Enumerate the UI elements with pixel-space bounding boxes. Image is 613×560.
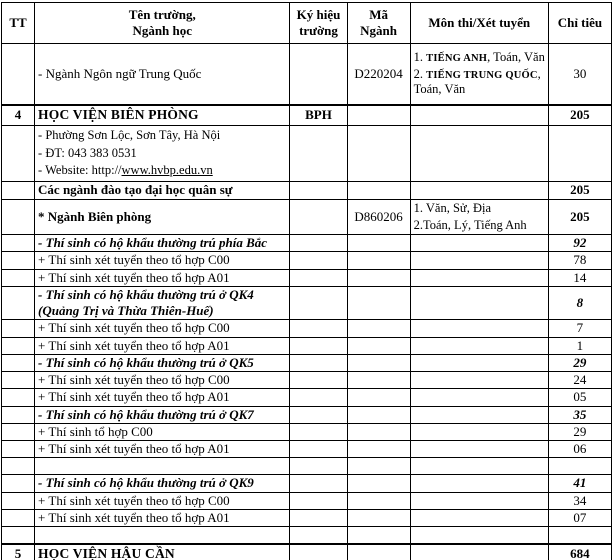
subjects-line: 2. TIẾNG TRUNG QUỐC, Toán, Văn <box>413 66 541 97</box>
quota-value: 41 <box>548 475 611 492</box>
row-tt <box>2 423 35 440</box>
quota-value: 34 <box>548 492 611 509</box>
subjects-cell <box>410 126 548 182</box>
combo-name: + Thí sinh xét tuyển theo tổ hợp C00 <box>35 320 290 337</box>
subjects-cell <box>410 320 548 337</box>
quota-value: 05 <box>548 389 611 406</box>
empty-cell <box>548 458 611 475</box>
table-row-region <box>2 475 612 492</box>
header-school-code-line2: trường <box>299 23 338 38</box>
major-code <box>347 235 410 252</box>
table-row-school-contact <box>2 126 612 182</box>
quota-value: 14 <box>548 269 611 286</box>
school-code <box>290 406 347 423</box>
major-code <box>347 509 410 526</box>
school-code <box>290 181 347 199</box>
table-row-combo <box>2 337 612 354</box>
table-row-combo <box>2 252 612 269</box>
school-code <box>290 475 347 492</box>
header-quota: Chỉ tiêu <box>548 3 611 44</box>
school-code <box>290 492 347 509</box>
school-code <box>290 126 347 182</box>
quota-value: 7 <box>548 320 611 337</box>
row-tt: 5 <box>2 544 35 560</box>
quota-value: 92 <box>548 235 611 252</box>
school-code <box>290 509 347 526</box>
table-row-combo <box>2 441 612 458</box>
header-school-name-line1: Tên trường, <box>128 6 196 22</box>
row-tt <box>2 320 35 337</box>
combo-name: + Thí sinh xét tuyển theo tổ hợp C00 <box>35 372 290 389</box>
combo-name: + Thí sinh xét tuyển theo tổ hợp A01 <box>35 269 290 286</box>
table-row-school-header <box>2 105 612 126</box>
table-row-region <box>2 354 612 371</box>
row-tt <box>2 389 35 406</box>
row-tt <box>2 337 35 354</box>
empty-cell <box>347 527 410 545</box>
group-name: Các ngành đào tạo đại học quân sự <box>35 181 290 199</box>
subjects-cell <box>410 181 548 199</box>
quota-value: 684 <box>548 544 611 560</box>
major-code <box>347 337 410 354</box>
header-school-code-line1: Ký hiệu <box>296 6 341 22</box>
table-row-empty <box>2 527 612 545</box>
major-code <box>347 354 410 371</box>
quota-value: 06 <box>548 441 611 458</box>
subjects-cell <box>410 252 548 269</box>
region-name: - Thí sinh có hộ khẩu thường trú ở QK5 <box>35 354 290 371</box>
school-website-line: - Website: http://www.hvbp.edu.vn <box>38 163 213 178</box>
subjects-cell <box>410 269 548 286</box>
quota-value: 29 <box>548 423 611 440</box>
school-name: HỌC VIỆN HẬU CẦN <box>35 544 290 560</box>
row-tt <box>2 199 35 234</box>
school-code <box>290 389 347 406</box>
table-row-region <box>2 286 612 320</box>
quota-value: 78 <box>548 252 611 269</box>
major-code <box>347 372 410 389</box>
major-code <box>347 423 410 440</box>
school-code <box>290 44 347 106</box>
school-code <box>290 372 347 389</box>
empty-cell <box>410 527 548 545</box>
table-row-combo <box>2 492 612 509</box>
subjects-cell <box>410 337 548 354</box>
quota-value: 205 <box>548 199 611 234</box>
subjects-cell <box>410 509 548 526</box>
row-tt <box>2 527 35 545</box>
header-major-code-line1: Mã <box>369 6 388 22</box>
major-code <box>347 441 410 458</box>
table-row-combo <box>2 389 612 406</box>
subjects-cell <box>410 235 548 252</box>
major-code <box>347 126 410 182</box>
quota-value: 29 <box>548 354 611 371</box>
quota-value: 07 <box>548 509 611 526</box>
row-tt <box>2 252 35 269</box>
school-code <box>290 441 347 458</box>
table-row-group <box>2 181 612 199</box>
school-phone: - ĐT: 043 383 0531 <box>38 145 137 160</box>
header-school-code <box>290 3 347 44</box>
row-tt <box>2 509 35 526</box>
empty-cell <box>35 527 290 545</box>
website-link[interactable]: www.hvbp.edu.vn <box>121 163 213 178</box>
table-row-combo <box>2 372 612 389</box>
region-name: - Thí sinh có hộ khẩu thường trú ở QK7 <box>35 406 290 423</box>
admissions-table <box>1 2 612 560</box>
subjects-line: 2.Toán, Lý, Tiếng Anh <box>413 217 527 232</box>
table-row-empty <box>2 458 612 475</box>
major-name: * Ngành Biên phòng <box>35 199 290 234</box>
combo-name: + Thí sinh xét tuyển theo tổ hợp C00 <box>35 492 290 509</box>
header-tt: TT <box>2 3 35 44</box>
subjects-cell <box>410 354 548 371</box>
subjects-cell <box>410 492 548 509</box>
subjects-cell <box>410 423 548 440</box>
table-row-combo <box>2 320 612 337</box>
row-tt <box>2 406 35 423</box>
major-code <box>347 105 410 126</box>
subjects-cell <box>410 544 548 560</box>
row-tt <box>2 354 35 371</box>
row-tt <box>2 235 35 252</box>
subjects-cell <box>410 199 548 234</box>
major-code <box>347 389 410 406</box>
major-code: D220204 <box>347 44 410 106</box>
row-tt <box>2 126 35 182</box>
major-name: - Ngành Ngôn ngữ Trung Quốc <box>35 44 290 106</box>
school-code <box>290 354 347 371</box>
quota-value: 1 <box>548 337 611 354</box>
row-tt <box>2 44 35 106</box>
row-tt <box>2 492 35 509</box>
subjects-cell <box>410 44 548 106</box>
quota-value: 205 <box>548 181 611 199</box>
header-subjects: Môn thi/Xét tuyển <box>410 3 548 44</box>
subjects-cell <box>410 389 548 406</box>
school-code <box>290 286 347 320</box>
combo-name: + Thí sinh xét tuyển theo tổ hợp A01 <box>35 441 290 458</box>
school-contact <box>35 126 290 182</box>
header-major-code <box>347 3 410 44</box>
subjects-cell <box>410 406 548 423</box>
empty-cell <box>347 458 410 475</box>
school-code <box>290 235 347 252</box>
school-code <box>290 544 347 560</box>
row-tt <box>2 372 35 389</box>
major-code <box>347 181 410 199</box>
row-tt <box>2 286 35 320</box>
table-row-combo <box>2 423 612 440</box>
combo-name: + Thí sinh xét tuyển theo tổ hợp A01 <box>35 509 290 526</box>
region-name: - Thí sinh có hộ khẩu thường trú phía Bắc <box>35 235 290 252</box>
major-code <box>347 252 410 269</box>
major-code <box>347 544 410 560</box>
subjects-cell <box>410 105 548 126</box>
school-code <box>290 199 347 234</box>
subjects-line: 1. Văn, Sử, Địa <box>413 200 491 215</box>
combo-name: + Thí sinh xét tuyển theo tổ hợp C00 <box>35 252 290 269</box>
header-school-name <box>35 3 290 44</box>
empty-cell <box>290 458 347 475</box>
region-name: - Thí sinh có hộ khẩu thường trú ở QK9 <box>35 475 290 492</box>
row-tt <box>2 458 35 475</box>
major-code <box>347 475 410 492</box>
major-code <box>347 492 410 509</box>
quota-value: 35 <box>548 406 611 423</box>
major-code <box>347 406 410 423</box>
quota-value: 205 <box>548 105 611 126</box>
row-tt <box>2 475 35 492</box>
school-code: BPH <box>290 105 347 126</box>
empty-cell <box>410 458 548 475</box>
table-row-region <box>2 235 612 252</box>
major-code <box>347 286 410 320</box>
empty-cell <box>35 458 290 475</box>
header-row <box>2 3 612 44</box>
quota-value: 8 <box>548 286 611 320</box>
table-row-combo <box>2 509 612 526</box>
combo-name: + Thí sinh tổ hợp C00 <box>35 423 290 440</box>
school-code <box>290 320 347 337</box>
row-tt: 4 <box>2 105 35 126</box>
table-row-region <box>2 406 612 423</box>
quota-value <box>548 126 611 182</box>
subjects-cell <box>410 372 548 389</box>
empty-cell <box>548 527 611 545</box>
quota-value: 30 <box>548 44 611 106</box>
major-code: D860206 <box>347 199 410 234</box>
header-major-code-line2: Ngành <box>360 23 397 38</box>
row-tt <box>2 269 35 286</box>
major-code <box>347 269 410 286</box>
subjects-cell <box>410 441 548 458</box>
region-name: - Thí sinh có hộ khẩu thường trú ở QK4 (Quảng Trị và Thừa Thiên-Huế) <box>35 286 290 320</box>
major-code <box>347 320 410 337</box>
school-code <box>290 337 347 354</box>
school-code <box>290 423 347 440</box>
table-row-combo <box>2 269 612 286</box>
table-row-major <box>2 199 612 234</box>
row-tt <box>2 181 35 199</box>
table-row-school-header <box>2 544 612 560</box>
subjects-line: 1. TIẾNG ANH, Toán, Văn <box>413 50 545 65</box>
combo-name: + Thí sinh xét tuyển theo tổ hợp A01 <box>35 389 290 406</box>
subjects-cell <box>410 286 548 320</box>
school-name: HỌC VIỆN BIÊN PHÒNG <box>35 105 290 126</box>
header-school-name-line2: Ngành học <box>132 23 193 38</box>
subjects-cell <box>410 475 548 492</box>
quota-value: 24 <box>548 372 611 389</box>
school-code <box>290 252 347 269</box>
row-tt <box>2 441 35 458</box>
empty-cell <box>290 527 347 545</box>
table-row <box>2 44 612 106</box>
combo-name: + Thí sinh xét tuyển theo tổ hợp A01 <box>35 337 290 354</box>
school-address: - Phường Sơn Lộc, Sơn Tây, Hà Nội <box>38 128 221 142</box>
school-code <box>290 269 347 286</box>
